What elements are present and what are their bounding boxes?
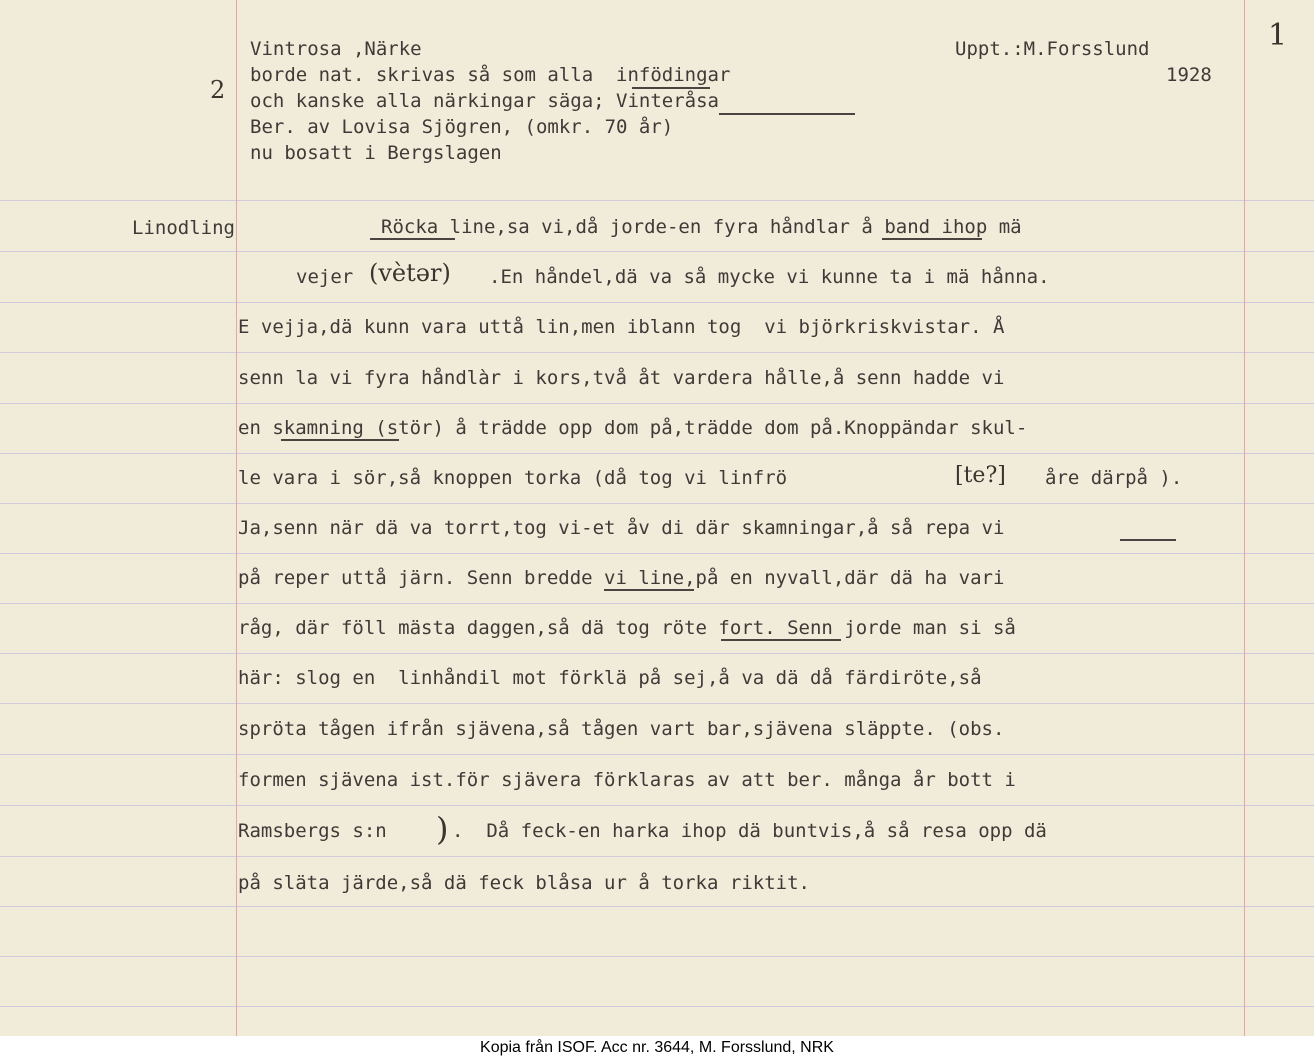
body-line: senn la vi fyra håndlàr i kors,två åt vardera hålle,å senn hadde vi [238, 367, 1005, 389]
handwritten-annotation: (vètər) [369, 259, 451, 287]
ruled-line [0, 302, 1314, 303]
ruled-line [0, 503, 1314, 504]
ruled-line [0, 603, 1314, 604]
right-margin-line [1244, 0, 1245, 1036]
ruled-line [0, 703, 1314, 704]
body-line: åre därpå ). [1045, 467, 1183, 489]
underline [721, 639, 841, 641]
body-line: E vejja,dä kunn vara uttå lin,men iblann tog vi björkriskvistar. Å [238, 316, 1005, 338]
handwritten-bracket: ) [436, 810, 449, 848]
body-line: här: slog en linhåndil mot förklä på sej,å va dä då färdiröte,så [238, 667, 982, 689]
underline [281, 439, 399, 441]
header-line: Vintrosa ,Närke [250, 38, 422, 60]
body-line: på släta järde,så dä feck blåsa ur å torka riktit. [238, 872, 810, 894]
ruled-line [0, 1006, 1314, 1007]
underline [632, 87, 710, 89]
underline [719, 113, 855, 115]
underline [604, 589, 694, 591]
ruled-line [0, 200, 1314, 201]
ruled-line [0, 453, 1314, 454]
underline [882, 238, 982, 240]
body-line: formen sjävena ist.för sjävera förklaras av att ber. många år bott i [238, 769, 1016, 791]
page-number: 1 [1268, 18, 1288, 53]
body-line: Ja,senn när dä va torrt,tog vi-et åv di där skamningar,å så repa vi [238, 517, 1005, 539]
body-line: vejer [296, 266, 354, 288]
header-line: Ber. av Lovisa Sjögren, (omkr. 70 år) [250, 116, 674, 138]
ruled-line [0, 403, 1314, 404]
ruled-line [0, 553, 1314, 554]
body-line: le vara i sör,så knoppen torka (då tog vi linfrö [238, 467, 788, 489]
ruled-line [0, 352, 1314, 353]
body-line: .En håndel,dä va så mycke vi kunne ta i mä hånna. [489, 266, 1050, 288]
topic-label: Linodling [132, 217, 235, 239]
body-line: . Då feck-en harka ihop dä buntvis,å så resa opp dä [452, 820, 1047, 842]
ruled-line [0, 906, 1314, 907]
margin-mark: 2 [210, 76, 226, 104]
ruled-line [0, 653, 1314, 654]
ruled-line [0, 956, 1314, 957]
ruled-line [0, 856, 1314, 857]
underline [370, 238, 455, 240]
header-line: nu bosatt i Bergslagen [250, 142, 502, 164]
header-line: och kanske alla närkingar säga; Vinteråsa [250, 90, 719, 112]
body-line: Ramsbergs s:n [238, 820, 387, 842]
header-line: borde nat. skrivas så som alla infödingar [250, 64, 731, 86]
left-margin-line [236, 0, 237, 1036]
year: 1928 [1166, 64, 1212, 86]
ruled-line [0, 251, 1314, 252]
handwritten-annotation: [te?] [955, 463, 1006, 488]
body-line: Röcka line,sa vi,då jorde-en fyra håndlar å band ihop mä [381, 216, 1022, 238]
underline [1120, 539, 1176, 541]
body-line: på reper uttå järn. Senn bredde vi line,på en nyvall,där dä ha vari [238, 567, 1005, 589]
body-line: spröta tågen ifrån sjävena,så tågen vart bar,sjävena släppte. (obs. [238, 718, 1005, 740]
archive-footer: Kopia från ISOF. Acc nr. 3644, M. Forsslund, NRK [480, 1039, 834, 1056]
ruled-line [0, 754, 1314, 755]
ruled-line [0, 805, 1314, 806]
recorder: Uppt.:M.Forsslund [955, 38, 1150, 60]
body-line: råg, där föll mästa daggen,så dä tog röte fort. Senn jorde man si så [238, 617, 1016, 639]
body-line: en skamning (stör) å trädde opp dom på,trädde dom på.Knoppändar skul- [238, 417, 1028, 439]
